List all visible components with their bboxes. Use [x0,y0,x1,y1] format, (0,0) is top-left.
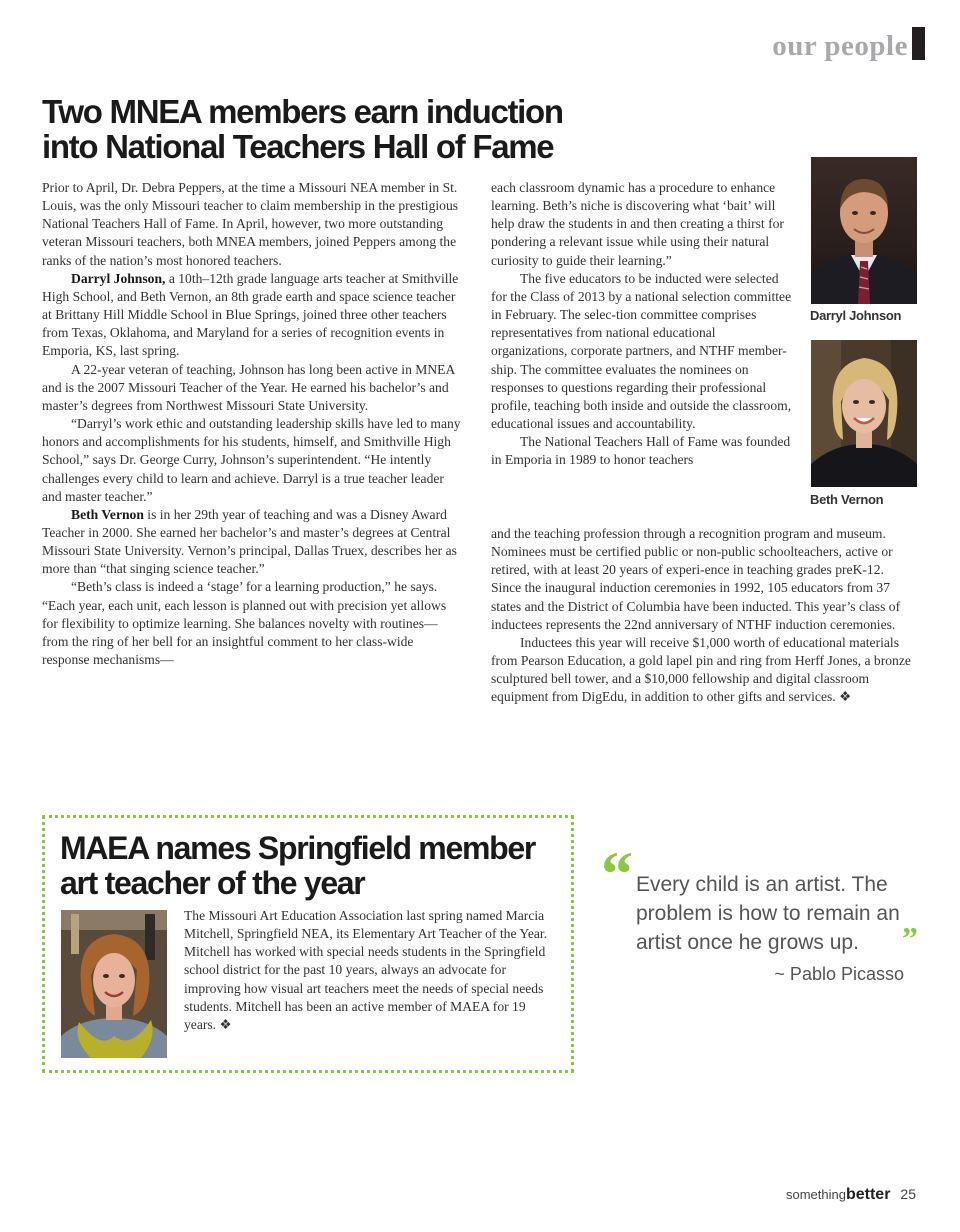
photo-caption: Darryl Johnson [810,308,902,323]
section-label: our people [772,30,908,62]
headline-line-2: into National Teachers Hall of Fame [42,128,554,165]
photo-caption: Beth Vernon [810,492,884,507]
article-column-2-upper [491,179,793,470]
name-lead: Beth Vernon [71,506,144,522]
paragraph: The five educators to be inducted were selected for the Class of 2013 by a national selection committee in February. The selec-tion committee comprises representatives from national educational organizations, corporate partners, and NTHF member-ship. The committee evaluates the nominees on responses to questions regarding their professional profile, teaching both inside and outside the classroom, educational issues and accountability. [491,270,792,432]
paragraph: “Darryl’s work ethic and outstanding leadership skills have led to many honors and accomplishments for his students, himself, and Smithville High School,” says Dr. George Curry, Johnson’s superintendent. “He intently challenges every child to learn and achieve. Darryl is a true teacher leader and master teacher.” [42,416,461,504]
photo-marcia-mitchell [61,910,167,1058]
page-number: 25 [900,1186,916,1202]
quote-close-mark: ” [902,920,918,956]
box-headline-line-1: MAEA names Springfield member [60,830,536,866]
article-column-1 [42,179,464,669]
photo-beth-vernon [811,340,917,487]
box-headline-line-2: art teacher of the year [60,865,365,901]
paragraph: each classroom dynamic has a procedure to enhance learning. Beth’s niche is discovering what ‘bait’ will help draw the students in and then creating a thirst for pondering a relevant issue while using their natural curiosity to guide their learning.” [491,180,784,268]
paragraph: and the teaching profession through a recognition program and museum. Nominees must be certified public or non-public schoolteachers, active or retired, with at least 20 years of experi-ence in teaching grades preK-12. Since the inaugural induction ceremonies in 1992, 105 educators from 37 states and the District of Columbia have been inducted. This year’s class of inductees represents the 22nd anniversary of NTHF induction ceremonies. [491,526,901,632]
quote-open-mark: “ [601,838,633,909]
paragraph: Inductees this year will receive $1,000 worth of educational materials from Pearson Education, a gold lapel pin and ring from Herff Jones, a bronze sculptured bell tower, and a $10,000 fellowship and digital classroom equipment from DigEdu, in addition to other gifts and services. ❖ [491,634,911,705]
pull-quote-attribution: ~ Pablo Picasso [774,964,904,984]
article-column-2-lower [491,525,916,707]
paragraph: Prior to April, Dr. Debra Peppers, at the time a Missouri NEA member in St. Louis, was the only Missouri teacher to claim membership in the prestigious National Teachers Hall of Fame. In April, however, two more outstanding veteran Missouri teachers, both MNEA members, joined Peppers among the ranks of the nation’s most honored teachers. [42,180,459,268]
paragraph: A 22-year veteran of teaching, Johnson has long been active in MNEA and is the 2007 Missouri Teacher of the Year. He earned his bachelor’s and master’s degrees from Northwest Missouri State University. [42,361,455,413]
photo-darryl-johnson [811,157,917,304]
paragraph: Beth Vernon is in her 29th year of teaching and was a Disney Award Teacher in 2000. She earned her bachelor’s and master’s degrees at Central Missouri State University. Vernon’s principal, Dallas Truex, describes her as more than “that singing science teacher.” [42,506,457,577]
page-footer [786,1186,916,1204]
pull-quote-text: Every child is an artist. The problem is how to remain an artist once he grows up. [636,873,900,954]
paragraph: The National Teachers Hall of Fame was founded in Emporia in 1989 to honor teachers [491,434,791,468]
box-headline [60,831,570,901]
section-bar [912,27,925,60]
name-lead: Darryl Johnson, [71,270,166,286]
footer-brand-bold: better [845,1186,891,1203]
footer-brand-light: something [785,1187,846,1202]
article-headline [42,94,602,164]
paragraph: “Beth’s class is indeed a ‘stage’ for a learning production,” he says. “Each year, each unit, each lesson is planned out with precision yet allows for flexibility to optimize learning. She balances novelty with routines—from the ring of her bell for an insightful comment to her class-wide response mechanisms— [42,579,447,668]
box-body-text: The Missouri Art Education Association last spring named Marcia Mitchell, Springfield NEA, its Elementary Art Teacher of the Year. Mitchell has worked with special needs students in the Springfield school district for the past 10 years, always an advocate for improving how visual art teachers meet the needs of special needs students. Mitchell has been an active member of MAEA for 19 years. ❖ [184,908,548,1032]
paragraph: Darryl Johnson, a 10th–12th grade language arts teacher at Smithville High School, and Beth Vernon, an 8th grade earth and space science teacher at Brittany Hill Middle School in Blue Springs, joined three other teachers from Texas, Oklahoma, and Maryland for a series of recognition events in Emporia, KS, last spring. [42,270,459,359]
headline-line-1: Two MNEA members earn induction [42,93,563,130]
